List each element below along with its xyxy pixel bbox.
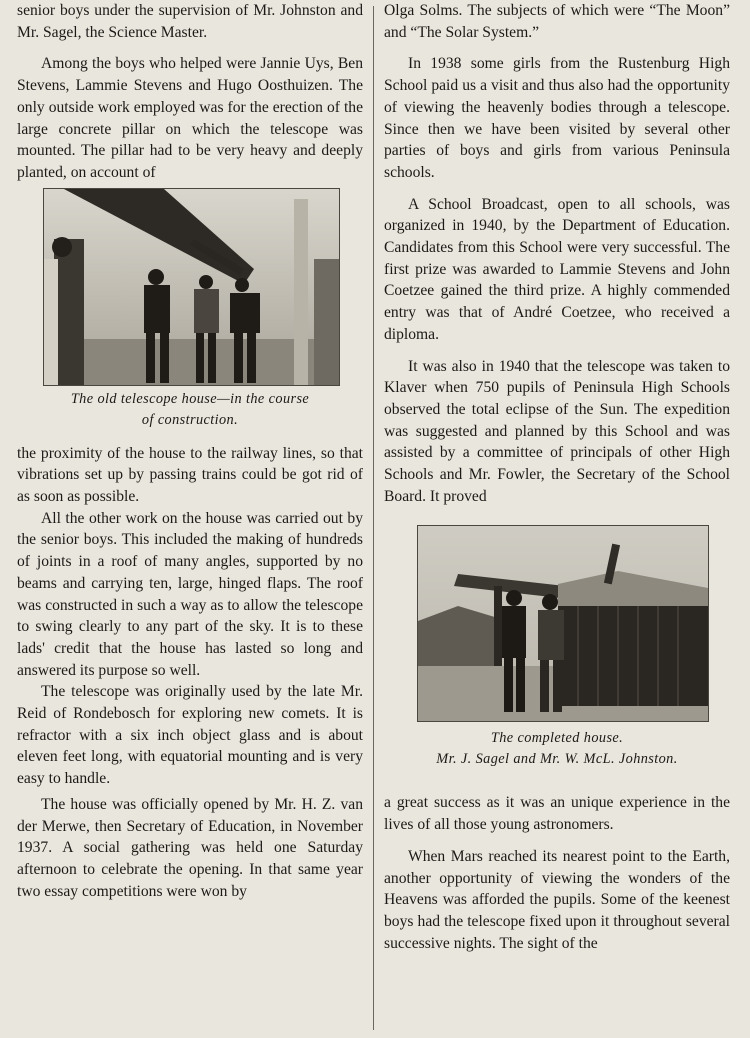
left-paragraph-2: Among the boys who helped were Jannie Uys, Ben Stevens, Lammie Stevens and Hugo Oosthuizen. The only outside work employed was for the erection of the large concrete pillar on which the telescope was mounted. The pillar had to be very heavy and deeply planted, on account of xyxy=(17,55,363,181)
photo-old-telescope-house-image xyxy=(44,189,339,385)
right-paragraph-3: A School Broadcast, open to all schools, was organized in 1940, by the Department of Education. Candidates from this School were very successful. The first prize was awarded to Lammie Stevens and John Coetzee gained the third prize. A highly commended entry was that of André Coetzee, who received a diploma. xyxy=(384,195,730,343)
photo-old-telescope-house xyxy=(43,188,340,386)
photo-old-telescope-house-caption-line-2: of construction. xyxy=(141,411,239,428)
right-paragraph-4: It was also in 1940 that the telescope was taken to Klaver when 750 pupils of Peninsula High Schools observed the total eclipse of the Sun. The expedition was suggested and planned by this School and was assisted by a committee of principals of other High Schools and Mr. Fowler, the Secretary of the School Board. It proved xyxy=(384,357,730,505)
photo-completed-house xyxy=(417,525,709,722)
photo-completed-house-caption-line-1: The completed house. xyxy=(490,730,624,747)
left-paragraph-5: The telescope was originally used by the late Mr. Reid of Rondebosch for exploring new comets. It is refractor with a six inch object glass and is about eleven feet long, with equatorial mounting and is very easy to handle. xyxy=(17,683,363,788)
right-paragraph-1: Olga Solms. The subjects of which were “The Moon” and “The Solar System.” xyxy=(384,2,730,41)
left-paragraph-6: The house was officially opened by Mr. H. Z. van der Merwe, then Secretary of Education, in November 1937. A social gathering was held one Saturday afternoon to celebrate the opening. In that same year two essay competitions were won by xyxy=(17,795,363,900)
right-paragraph-6: When Mars reached its nearest point to the Earth, another opportunity of viewing the wonders of the Heavens was afforded the pupils. Some of the keenest boys had the telescope fixed upon it throughout several successive nights. The sight of the xyxy=(384,847,730,952)
left-paragraph-4: All the other work on the house was carried out by the senior boys. This included the making of hundreds of joints in a roof of many angles, supported by no beams and carrying ten, large, hinged flaps. The roof was constructed in such a way as to allow the telescope to swing clearly to any part of the sky. It is to these lads' credit that the house has lasted so long and answered its purpose so well. xyxy=(17,509,363,679)
right-column xyxy=(384,0,730,954)
right-paragraph-5: a great success as it was an unique experience in the lives of all those young astronomers. xyxy=(384,794,730,834)
right-paragraph-2: In 1938 some girls from the Rustenburg High School paid us a visit and thus also had the opportunity of viewing the heavenly bodies through a telescope. Since then we have been visited by several other parties of boys and girls from various Peninsula schools. xyxy=(384,55,730,181)
left-paragraph-1: senior boys under the supervision of Mr. Johnston and Mr. Sagel, the Science Master. xyxy=(17,2,363,41)
photo-completed-house-caption-line-2: Mr. J. Sagel and Mr. W. McL. Johnston. xyxy=(436,751,678,768)
column-divider xyxy=(373,6,374,1030)
left-column xyxy=(17,0,363,902)
left-paragraph-3: the proximity of the house to the railway lines, so that vibrations set up by passing trains could be got rid of as soon as possible. xyxy=(17,444,363,506)
photo-completed-house-image xyxy=(418,526,708,721)
photo-old-telescope-house-caption-line-1: The old telescope house—in the course xyxy=(70,390,310,407)
